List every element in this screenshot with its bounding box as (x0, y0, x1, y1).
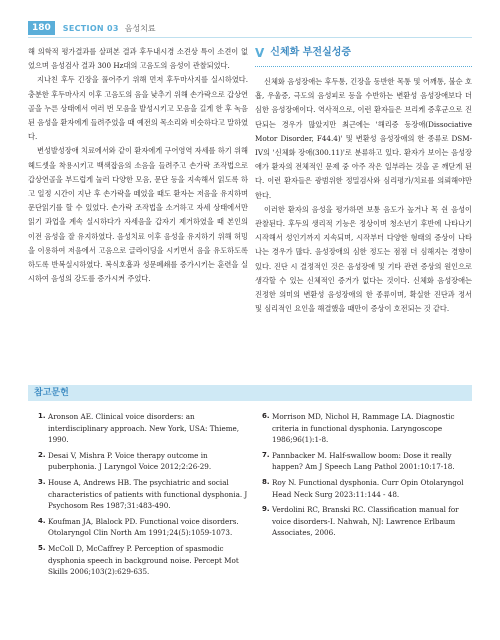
reference-item (38, 543, 250, 578)
running-header (28, 21, 156, 35)
reference-number: 9. (262, 505, 270, 514)
reference-number: 8. (262, 477, 270, 486)
references-list-left (38, 411, 250, 582)
references-list-right (262, 411, 474, 543)
reference-text: Koufman JA, Blalock PD. Functional voice disorders. Otolaryngol Clin North Am 1991;24(5):1059-1073. (48, 516, 239, 538)
reference-item (262, 477, 474, 500)
reference-item (38, 516, 250, 539)
reference-number: 1. (38, 412, 46, 420)
page-number: 180 (28, 21, 55, 35)
section-roman-numeral: V (255, 46, 265, 61)
paragraph: 해 의학적 평가결과를 살펴본 결과 후두내시경 소견상 특이 소견이 없었으며 음성검사 결과 300 Hz대의 고음도의 음성이 관찰되었다. (28, 47, 248, 71)
reference-text: Verdolini RC, Branski RC. Classification manual for voice disorders-I. Nahwah, NJ: Lawrence Erlbaum Associates, 2006. (272, 505, 459, 538)
reference-text: Roy N. Functional dysphonia. Curr Opin Otolaryngol Head Neck Surg 2023:11:144 - 48. (272, 477, 464, 499)
section-label: SECTION 03 (62, 23, 119, 33)
reference-text: Morrison MD, Nichol H, Rammage LA. Diagnostic criteria in functional dysphonia. Laryngoscope 1986;96(1):1-8. (272, 412, 455, 445)
paragraph: 이러한 환자의 음성을 평가하면 보통 음도가 높거나 목 쉰 음성이 관찰된다. 후두의 생리적 기능은 정상이며 청소년기 후반에 나타나기 시작해서 성인기까지 지속되며, 시작부터 다양한 형태의 증상이 나타나는 경우가 많다. 음성장애의 심한 정도는 점점 더 심해지는 경향이 있다. 진단 시 결정적인 것은 음성장애 및 기타 관련 증상의 원인으로 생각할 수 있는 신체적인 증거가 없다는 것이다. 신체화 음성장애는 진정한 의미의 변환성 음성장애의 한 종류이며, 확실한 진단과 정서 및 심리적인 요인을 해결했을 때만이 증상이 호전되는 것 같다. (255, 204, 472, 314)
reference-item (38, 477, 250, 512)
section-heading-title: 신체화 부전실성증 (270, 47, 352, 59)
reference-number: 5. (38, 543, 46, 552)
reference-item (38, 450, 250, 473)
reference-item (38, 411, 250, 446)
reference-item (262, 504, 474, 539)
reference-number: 2. (38, 450, 46, 459)
left-column (28, 45, 248, 360)
reference-item (262, 411, 474, 446)
header-divider (28, 37, 472, 38)
reference-number: 6. (262, 412, 270, 420)
reference-number: 7. (262, 450, 270, 459)
reference-text: Pannbacker M. Half-swallow boom: Dose it really happen? Am J Speech Lang Pathol 2001:10:17-18. (272, 450, 455, 472)
reference-item (262, 450, 474, 473)
reference-text: House A, Andrews HB. The psychiatric and social characteristics of patients with functional dysphonia. J Psychosom Res 1987;31:483-490. (48, 477, 248, 511)
reference-text: Desai V, Mishra P. Voice therapy outcome in puberphonia. J Laryngol Voice 2012;2:26-29. (48, 450, 212, 472)
section-title: 음성치료 (124, 23, 156, 33)
reference-number: 3. (38, 477, 46, 486)
section-heading (255, 45, 472, 67)
paragraph: 신체화 음성장애는 후두통, 긴장을 동반한 목통 및 어깨통, 불순 호흡, 우울증, 극도의 음성피로 등을 수반하는 변환성 음성장애보다 더 심한 음성장애이다. 역사적으로, 이런 환자들은 브리케 증후군으로 진단되는 경우가 많았지만 최근에는 '해리증 동장애(Dissociative Motor Disorder, F44.4)' 및 변환성 음성장애의 한 종류로 DSM-IV의 '신체화 장애(300.11)'로 분류하고 있다. 환자가 보이는 음성장애가 환자의 전체적인 문제 중 아주 작은 일부라는 것을 곧 깨닫게 된다. 이런 환자들은 광범위한 정밀검사와 심리평가/치료를 의뢰해야만 한다. (255, 77, 472, 200)
reference-text: Aronson AE. Clinical voice disorders: an interdisciplinary approach. New York, USA: Thieme, 1990. (48, 412, 240, 445)
reference-text: McColl D, McCaffrey P. Perception of spasmodic dysphonia speech in background noise. Percept Mot Skills 2006;103(2):629-635. (48, 543, 239, 577)
paragraph: 지나친 후두 긴장을 풀어주기 위해 먼저 후두마사지를 실시하였다. 충분한 후두마사지 이후 고음도의 음을 낮추기 위해 손가락으로 갑상연골을 누른 상태에서 여러 번 모음을 발성시키고 모음을 길게 한 후 녹음된 음성을 환자에게 들려주었을 때 예전의 목소리와 비슷하다고 말하였다. (28, 75, 248, 142)
paragraph: 변성발성장애 치료에서와 같이 환자에게 구어영역 자세를 하기 위해 헤드셋을 착용시키고 백색잡음의 소음을 들려주고 손가락 조작법으로 갑상연골을 부드럽게 눌러 다양한 모음, 문단 등을 지속해서 읽도록 하고 일정 시간이 지난 후 손가락을 떼었을 때도 환자는 저음을 유지하며 문단읽기를 할 수 있었다. 손가락 조작법을 소거하고 자세 상태에서만 읽기 과업을 계속 실시하다가 자세음을 갑자기 제거하였을 때 본인의 이전 음성을 잘 유지하였다. 음성치료 이후 음성을 유지하기 위해 허밍을 이용하여 저음에서 고음으로 글라이딩을 시키면서 음을 유도하도록 하도록 반복실시하였다. 복식호흡과 성문폐쇄를 증가시키는 훈련을 실시하여 음성의 강도를 증가시켜 주었다. (28, 146, 248, 284)
right-column (255, 45, 472, 360)
references-header-bar (28, 385, 472, 401)
references-title: 참고문헌 (34, 388, 69, 398)
reference-number: 4. (38, 516, 46, 525)
